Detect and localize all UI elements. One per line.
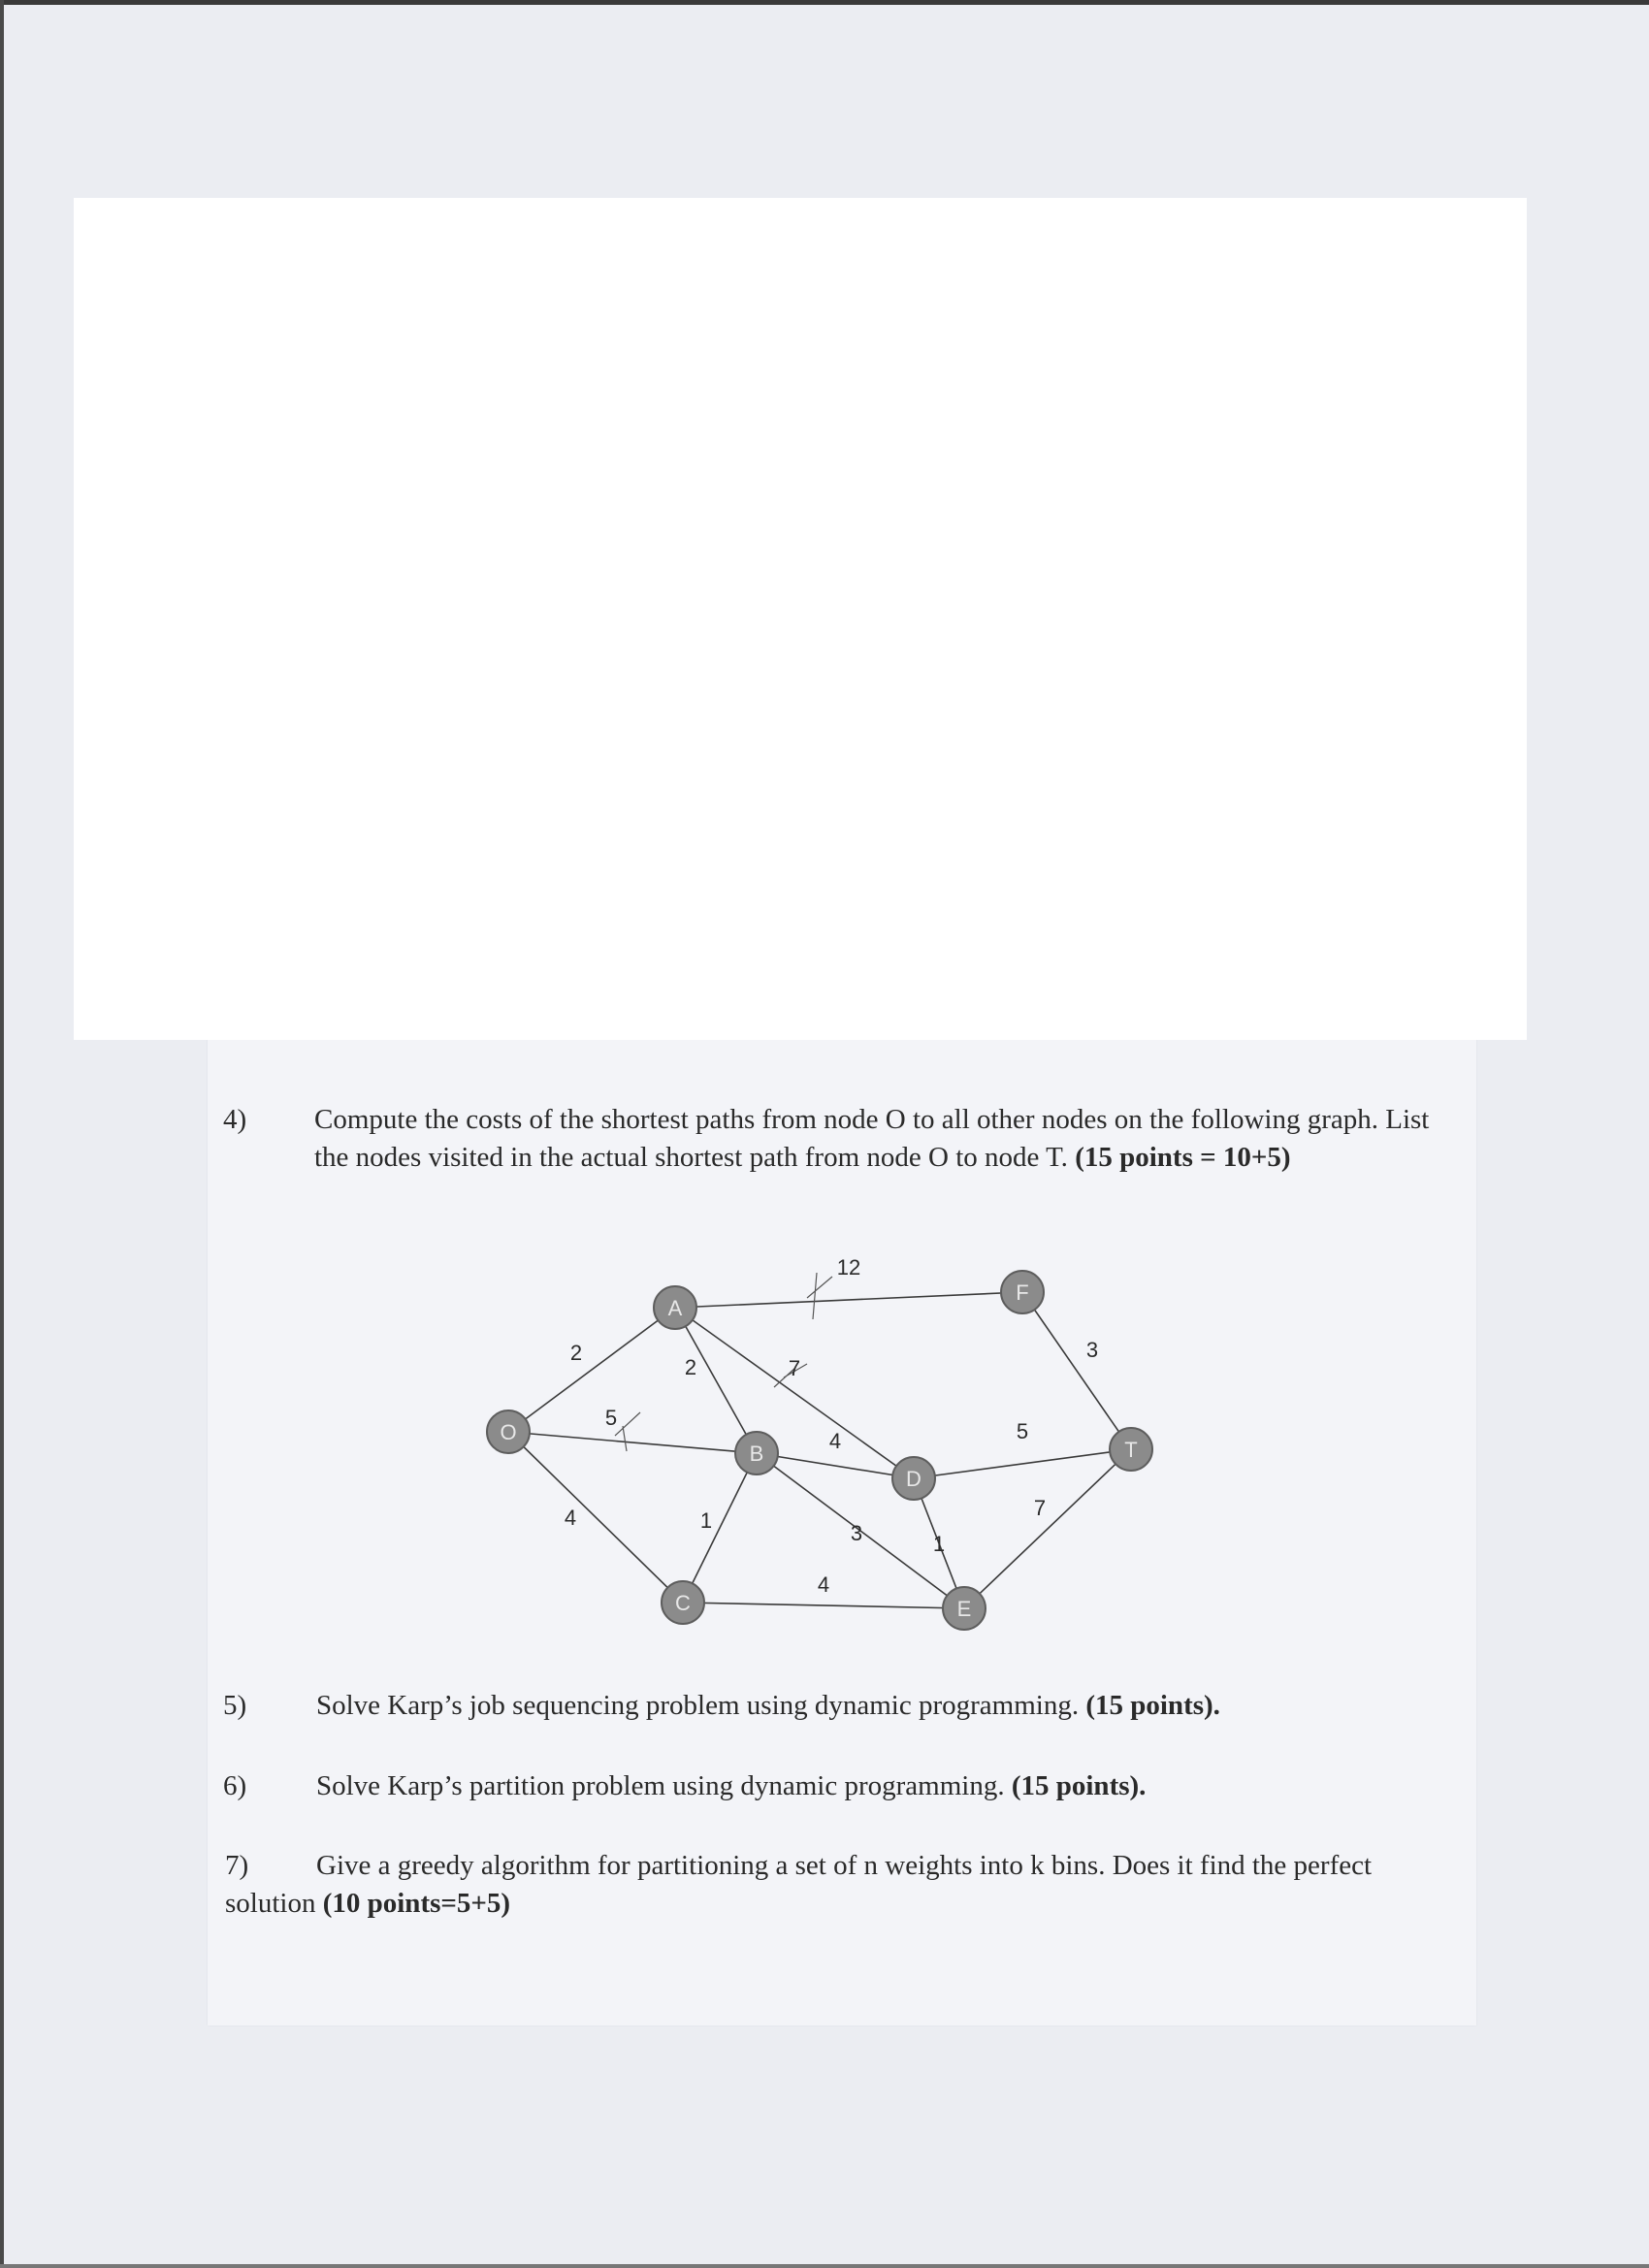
redacted-area xyxy=(74,198,1527,1040)
edge-b-d xyxy=(757,1453,914,1478)
question-7 xyxy=(225,1847,1389,1923)
node-label: C xyxy=(675,1591,691,1615)
shortest-path-graph xyxy=(466,1242,1203,1649)
edge-weight-a-f: 12 xyxy=(836,1255,861,1280)
node-label: B xyxy=(749,1442,764,1466)
question-text xyxy=(225,1847,1389,1923)
edge-o-b xyxy=(508,1432,757,1453)
question-number: 6) xyxy=(223,1770,247,1801)
scan-border-bottom xyxy=(0,2264,1649,2268)
graph-node-f xyxy=(1001,1271,1044,1313)
node-label: T xyxy=(1124,1438,1138,1462)
question-number: 7) xyxy=(225,1850,249,1881)
edge-a-d xyxy=(675,1308,914,1478)
edge-weight-e-t: 7 xyxy=(1033,1496,1047,1520)
scan-border-top xyxy=(0,0,1649,5)
graph-node-a xyxy=(654,1286,696,1329)
edge-weight-b-e: 3 xyxy=(850,1521,863,1545)
node-label: E xyxy=(956,1597,972,1621)
graph-node-o xyxy=(487,1410,530,1453)
graph-node-t xyxy=(1110,1428,1152,1471)
edge-weight-b-c: 1 xyxy=(699,1508,713,1533)
question-body: Solve Karp’s partition problem using dynamic programming. xyxy=(316,1770,1005,1801)
question-number: 4) xyxy=(223,1104,247,1135)
question-points: (10 points=5+5) xyxy=(322,1888,511,1919)
edge-weight-o-c: 4 xyxy=(564,1506,577,1530)
edge-a-b xyxy=(675,1308,757,1453)
question-body: Give a greedy algorithm for partitioning a set of n weights into k bins. Does it find the perfect solution xyxy=(225,1850,1373,1919)
edge-weight-a-b: 2 xyxy=(684,1355,697,1379)
question-points: (15 points). xyxy=(1085,1690,1220,1721)
question-body: Solve Karp’s job sequencing problem using dynamic programming. xyxy=(316,1690,1080,1721)
edge-weight-f-t: 3 xyxy=(1085,1338,1099,1362)
question-text xyxy=(316,1767,1441,1805)
edge-weight-o-a: 2 xyxy=(569,1341,583,1365)
edge-a-f xyxy=(675,1292,1022,1308)
graph-node-e xyxy=(943,1587,986,1630)
node-label: F xyxy=(1016,1280,1029,1305)
question-points: (15 points). xyxy=(1011,1770,1147,1801)
question-body: Compute the costs of the shortest paths from node O to all other nodes on the following graph. List the nodes visited in the actual shortest path from node O to node T. xyxy=(314,1104,1430,1173)
edge-weight-a-d: 7 xyxy=(788,1356,801,1380)
question-text xyxy=(314,1101,1449,1177)
edge-weight-d-t: 5 xyxy=(1016,1419,1029,1443)
edge-c-e xyxy=(683,1603,964,1608)
node-label: A xyxy=(667,1296,683,1320)
edge-weight-b-d: 4 xyxy=(828,1429,842,1453)
graph-node-d xyxy=(892,1457,935,1500)
node-label: O xyxy=(500,1420,517,1444)
edge-b-c xyxy=(683,1453,757,1603)
graph-node-c xyxy=(662,1581,704,1624)
edge-d-t xyxy=(914,1449,1131,1478)
edge-weight-c-e: 4 xyxy=(817,1572,830,1597)
question-number: 5) xyxy=(223,1690,247,1721)
edge-weight-o-b: 5 xyxy=(604,1406,618,1430)
edge-o-c xyxy=(508,1432,683,1603)
edge-f-t xyxy=(1022,1292,1131,1449)
graph-node-b xyxy=(735,1432,778,1474)
node-label: D xyxy=(906,1467,922,1491)
question-points: (15 points = 10+5) xyxy=(1075,1142,1291,1173)
edge-e-t xyxy=(964,1449,1131,1608)
edge-o-a xyxy=(508,1308,675,1432)
edge-weight-d-e: 1 xyxy=(932,1532,946,1556)
handwritten-mark xyxy=(615,1412,640,1451)
scan-border-left xyxy=(0,0,4,2268)
question-text xyxy=(316,1687,1441,1725)
handwritten-mark xyxy=(807,1273,832,1319)
